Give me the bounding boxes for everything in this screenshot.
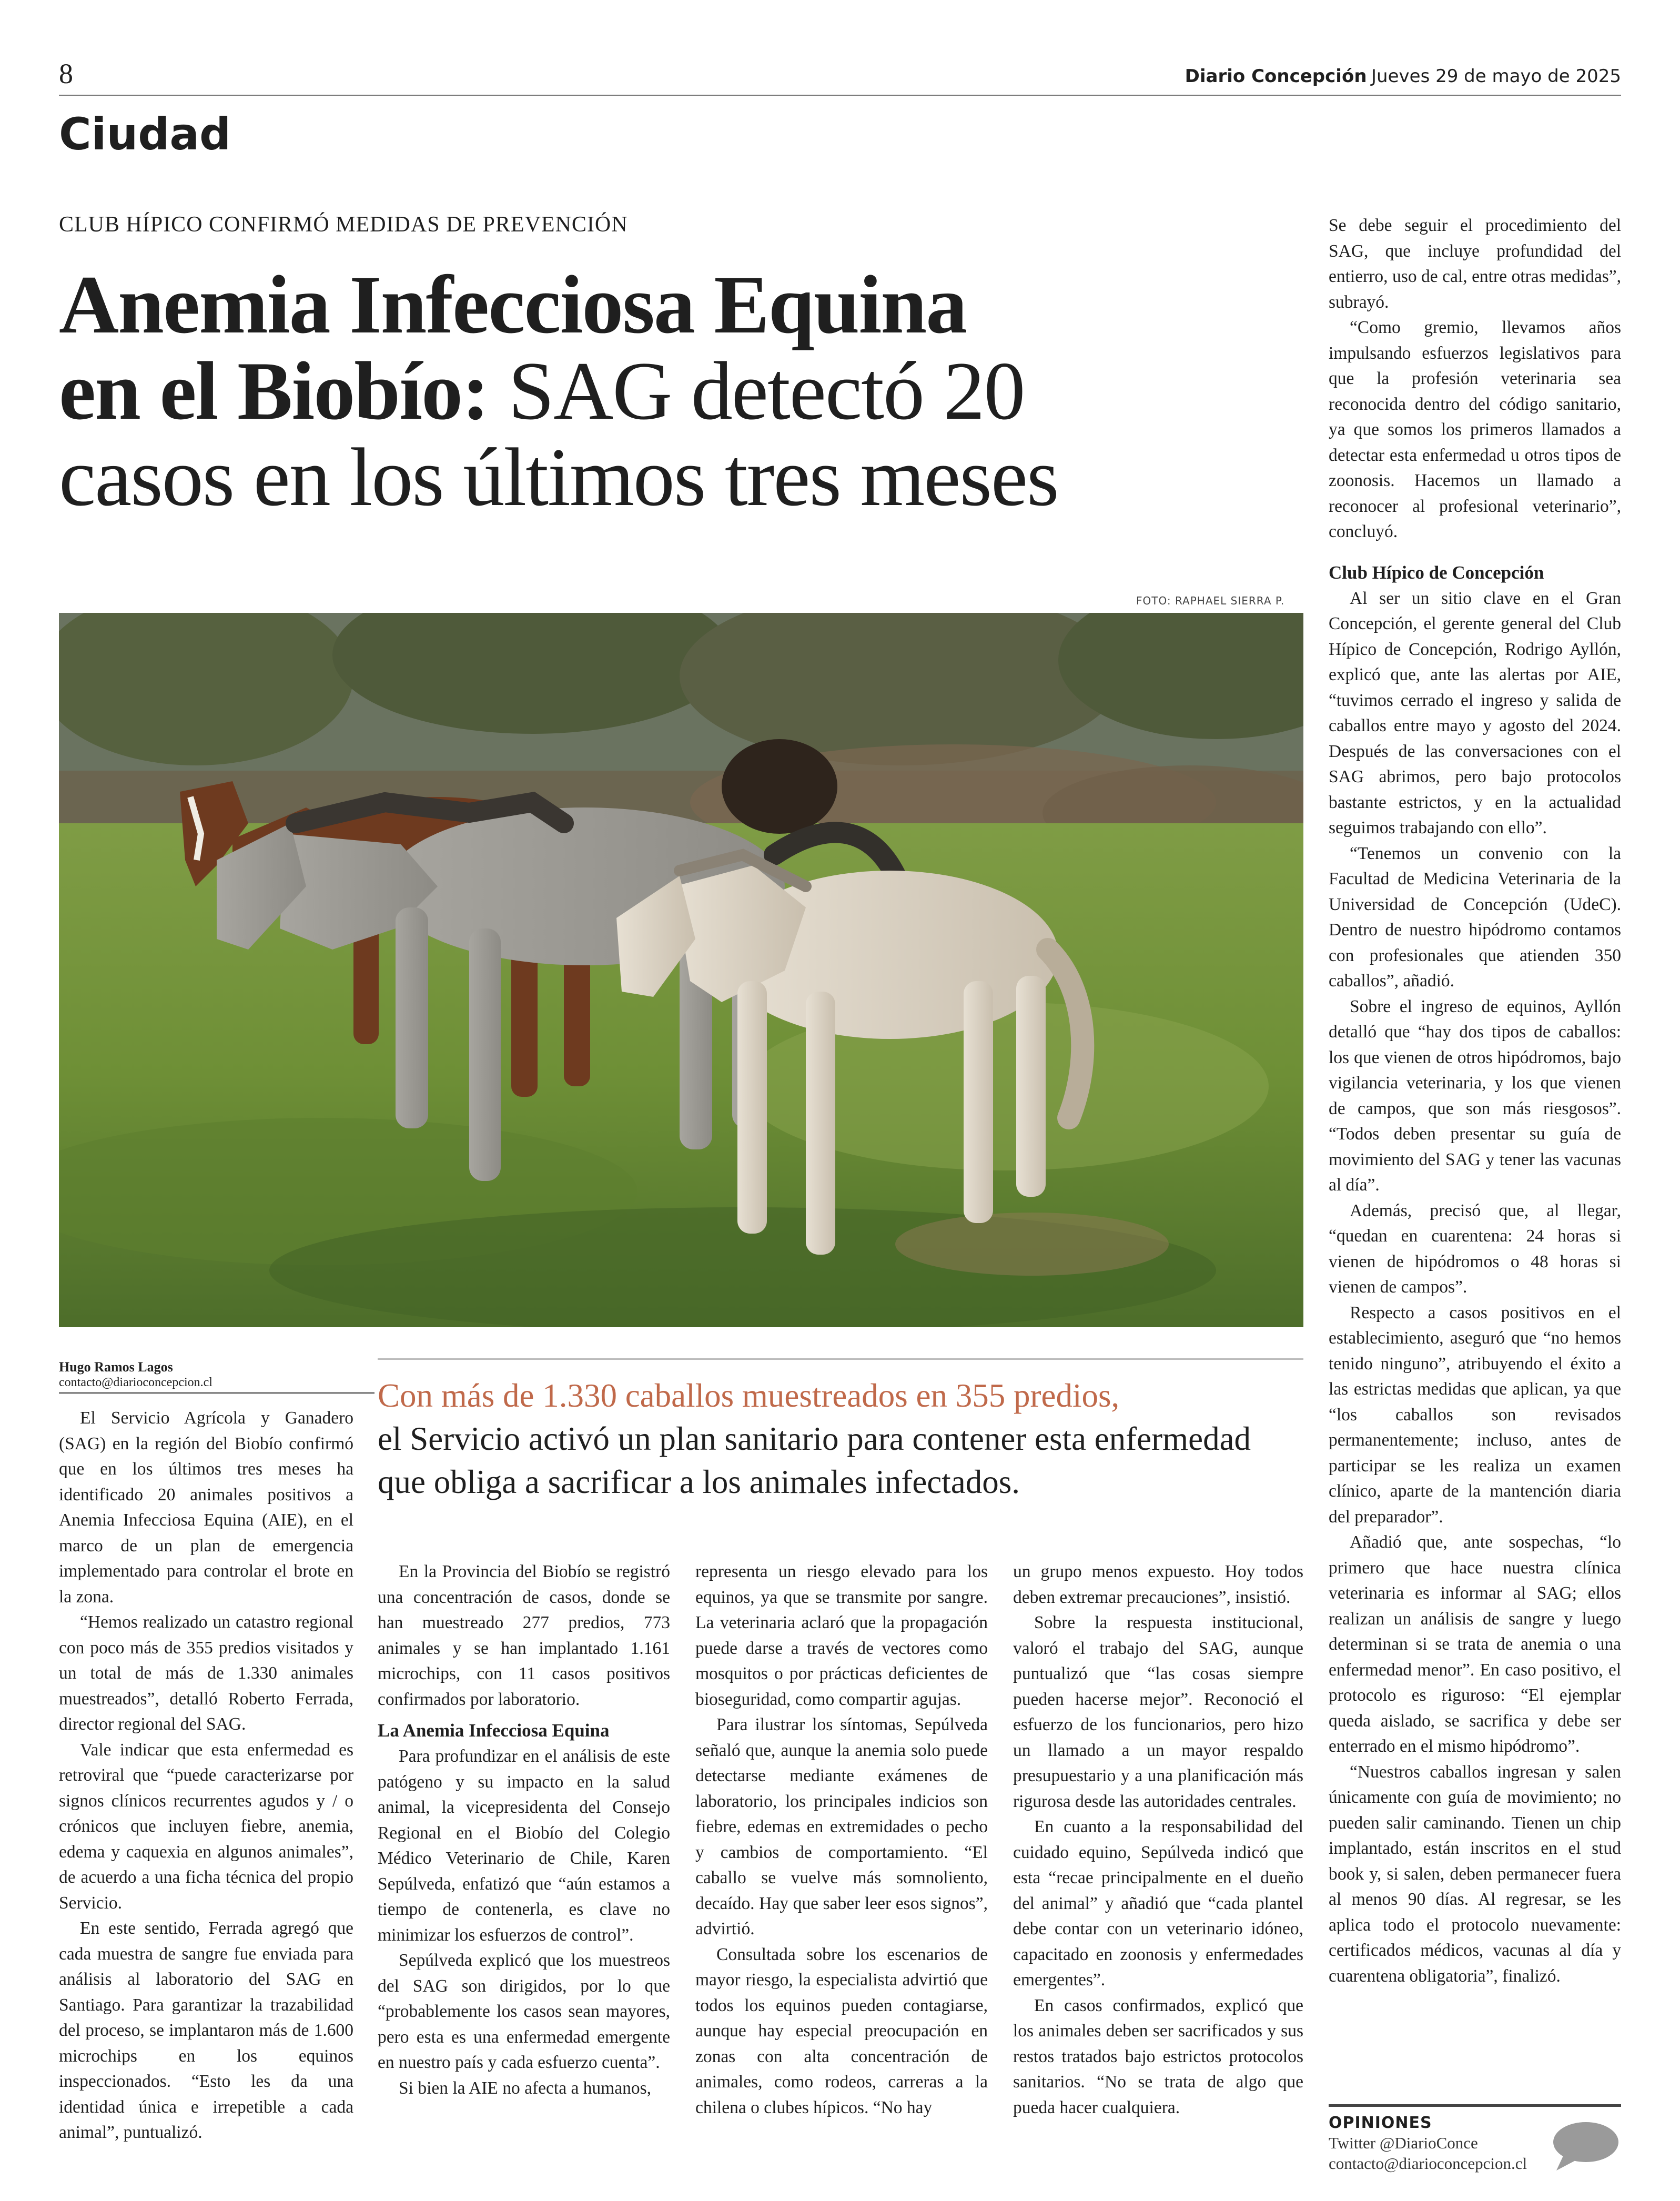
opinions-email[interactable]: contacto@diarioconcepcion.cl: [1329, 2154, 1527, 2173]
subheading: La Anemia Infecciosa Equina: [378, 1720, 610, 1741]
issue-date: Jueves 29 de mayo de 2025: [1371, 66, 1621, 87]
paragraph: Sobre el ingreso de equinos, Ayllón detalló que “hay dos tipos de caballos: los que vienen de otros hipódromos, bajo vigilancia veterinaria, y los que vienen de campos, que son más riesgosos”. “Todos deben presentar su guía de movimiento del SAG y tener las vacunas al día”.: [1329, 996, 1621, 1195]
pull-quote: [378, 1374, 1303, 1503]
headline-rest-line1: SAG detectó 20: [508, 345, 1025, 437]
paragraph: Sepúlveda explicó que los muestreos del SAG son dirigidos, por lo que “probablemente los casos sean mayores, pero esta es una enfermedad emergente en nuestro país y cada esfuerzo cuenta”.: [378, 1951, 670, 2072]
paragraph: “Hemos realizado un catastro regional con poco más de 355 predios visitados y un total de más de 1.330 animales muestreados”, detalló Roberto Ferrada, director regional del SAG.: [59, 1612, 353, 1734]
paragraph: Sobre la respuesta institucional, valoró el trabajo del SAG, aunque puntualizó que “las cosas siempre pueden hacerse mejor”. Reconoció el esfuerzo de los funcionarios, pero hizo un llamado a un mayor respaldo presupuestario y a una planificación más rigurosa desde las autoridades centrales.: [1013, 1613, 1303, 1811]
paragraph: Vale indicar que esta enfermedad es retroviral que “puede caracterizarse por signos clínicos recurrentes agudos y / o crónicos que incluyen fiebre, anemia, edema y caquexia en algunos animales”, de acuerdo a una ficha técnica del propio Servicio.: [59, 1740, 353, 1913]
paragraph: representa un riesgo elevado para los equinos, ya que se transmite por sangre. La veterinaria aclaró que la propagación puede darse a través de vectores como mosquitos o por prácticas deficientes de bioseguridad, como compartir agujas.: [695, 1562, 988, 1709]
paragraph: En este sentido, Ferrada agregó que cada muestra de sangre fue enviada para análisis al laboratorio del SAG en Santiago. Para garantizar la trazabilidad del proceso, se implantaron más de 1.600 microchips en los equinos inspeccionados. “Esto les da una identidad única e irrepetible a cada animal”, puntualizó.: [59, 1919, 353, 2142]
speech-bubble-icon: [1549, 2120, 1620, 2173]
page-number: 8: [59, 58, 73, 89]
pullquote-lead: Con más de 1.330 caballos muestreados en 355 predios,: [378, 1377, 1120, 1414]
article-column-4: [1013, 1559, 1303, 2121]
paragraph: un grupo menos expuesto. Hoy todos deben extremar precauciones”, insistió.: [1013, 1562, 1303, 1607]
byline: [59, 1359, 364, 1390]
opinions-divider: [1329, 2104, 1621, 2107]
header-divider: [59, 95, 1621, 96]
section-title: Ciudad: [59, 108, 231, 160]
photo-credit: FOTO: RAPHAEL SIERRA P.: [1136, 594, 1285, 607]
article-column-3: [695, 1559, 988, 2121]
paragraph: “Nuestros caballos ingresan y salen únicamente con guía de movimiento; no pueden salir caminando. Tienen un chip implantado, están inscritos en el stud book y, si salen, deben permanecer fuera al menos 90 días. Al regresar, se les aplica todo el protocolo nuevamente: certificados médicos, vacunas al día y cuarentena obligatoria”, finalizó.: [1329, 1762, 1621, 1986]
headline-bold-line2: en el Biobío:: [59, 345, 489, 437]
paragraph: En casos confirmados, explicó que los animales deben ser sacrificados y sus restos tratados bajo estrictos protocolos sanitarios. “No se trata de algo que pueda hacer cualquiera.: [1013, 1995, 1303, 2117]
paragraph: El Servicio Agrícola y Ganadero (SAG) en la región del Biobío confirmó que en los últimos tres meses ha identificado 20 animales positivos a Anemia Infecciosa Equina (AIE), en el marco de un plan de emergencia implementado para controlar el brote en la zona.: [59, 1408, 353, 1607]
paragraph: “Tenemos un convenio con la Facultad de Medicina Veterinaria de la Universidad de Concepción (UdeC). Dentro de nuestro hipódromo contamos con profesionales que atienden 350 caballos”, añadió.: [1329, 843, 1621, 991]
paragraph: Se debe seguir el procedimiento del SAG, que incluye profundidad del entierro, uso de cal, entre otras medidas”, subrayó.: [1329, 216, 1621, 312]
article-headline: [59, 259, 1311, 523]
opinions-twitter[interactable]: Twitter @DiarioConce: [1329, 2134, 1478, 2152]
headline-rest-line2: casos en los últimos tres meses: [59, 431, 1058, 523]
newspaper-name: Diario Concepción: [1185, 66, 1367, 87]
paragraph: En la Provincia del Biobío se registró una concentración de casos, donde se han muestreado 277 predios, 773 animales y se han implantado 1.161 microchips, con 11 casos positivos confirmados por laboratorio.: [378, 1562, 670, 1709]
article-kicker: CLUB HÍPICO CONFIRMÓ MEDIDAS DE PREVENCIÓN: [59, 213, 628, 237]
article-column-5: [1329, 213, 1621, 1989]
paragraph: Si bien la AIE no afecta a humanos,: [399, 2078, 652, 2098]
paragraph: Consultada sobre los escenarios de mayor riesgo, la especialista advirtió que todos los equinos pueden contagiarse, aunque hay especial preocupación en zonas con alta concentración de animales, como rodeos, carreras a la chilena o clubes hípicos. “No hay: [695, 1944, 988, 2117]
article-column-2: [378, 1559, 670, 2101]
paragraph: Para profundizar en el análisis de este patógeno y su impacto en la salud animal, la vicepresidenta del Consejo Regional en el Biobío del Colegio Médico Veterinario de Chile, Karen Sepúlveda, enfatizó que “aún estamos a tiempo de contenerla, es clave no minimizar los esfuerzos de control”.: [378, 1746, 670, 1945]
paragraph: En cuanto a la responsabilidad del cuidado equino, Sepúlveda indicó que esta “recae principalmente en el dueño del animal” y añadió que “cada plantel debe contar con un veterinario idóneo, capacitado en zoonosis y enfermedades emergentes”.: [1013, 1817, 1303, 1990]
article-column-1: [59, 1406, 353, 2146]
byline-divider: [59, 1392, 375, 1394]
subheading: Club Hípico de Concepción: [1329, 562, 1544, 583]
paragraph: Además, precisó que, al llegar, “quedan en cuarentena: 24 horas si vienen de hipódromos o 48 horas si vienen de campos”.: [1329, 1200, 1621, 1297]
pullquote-text: el Servicio activó un plan sanitario para contener esta enfermedad que obliga a sacrificar a los animales infectados.: [378, 1420, 1251, 1500]
paragraph: “Como gremio, llevamos años impulsando esfuerzos legislativos para que la profesión veterinaria sea reconocida dentro del código sanitario, ya que somos los primeros llamados a detectar esta enfermedad u otros tipos de zoonosis. Hacemos un llamado a reconocer al profesional veterinario”, concluyó.: [1329, 318, 1621, 541]
pullquote-divider: [378, 1358, 1303, 1360]
horses-photo: [59, 613, 1303, 1327]
opinions-title: OPINIONES: [1329, 2114, 1432, 2132]
headline-bold-line1: Anemia Infecciosa Equina: [59, 259, 967, 351]
masthead: [1185, 66, 1621, 87]
paragraph: Para ilustrar los síntomas, Sepúlveda señaló que, aunque la anemia solo puede detectarse mediante exámenes de laboratorio, los principales indicios son fiebre, edemas en extremidades o pecho y cambios de comportamiento. “El caballo se vuelve más somnoliento, decaído. Hay que saber leer esos signos”, advirtió.: [695, 1715, 988, 1939]
author-name: Hugo Ramos Lagos: [59, 1359, 173, 1375]
paragraph: Respecto a casos positivos en el establecimiento, aseguró que “no hemos tenido ninguno”, atribuyendo el éxito a las estrictas medidas que aplican, ya que “los caballos son revisados permanentemente; incluso, antes de participar se les realiza un examen clínico, aparte de la mantención diaria del preparador”.: [1329, 1303, 1621, 1527]
author-email: contacto@diarioconcepcion.cl: [59, 1376, 212, 1389]
paragraph: Al ser un sitio clave en el Gran Concepción, el gerente general del Club Hípico de Concepción, Rodrigo Ayllón, explicó que, ante las alertas por AIE, “tuvimos cerrado el ingreso y salida de caballos entre mayo y agosto del 2024. Después de las conversaciones con el SAG abrimos, pero bajo protocolos bastante estrictos, y en la actualidad seguimos trabajando con ello”.: [1329, 588, 1621, 837]
paragraph: Añadió que, ante sospechas, “lo primero que hace nuestra clínica veterinaria es informar al SAG; ellos realizan un análisis de sangre y luego determinan si se trata de anemia o una enfermedad menor”. En caso positivo, el protocolo es riguroso: “El ejemplar queda aislado, se sacrifica y debe ser enterrado en el mismo hipódromo”.: [1329, 1532, 1621, 1756]
